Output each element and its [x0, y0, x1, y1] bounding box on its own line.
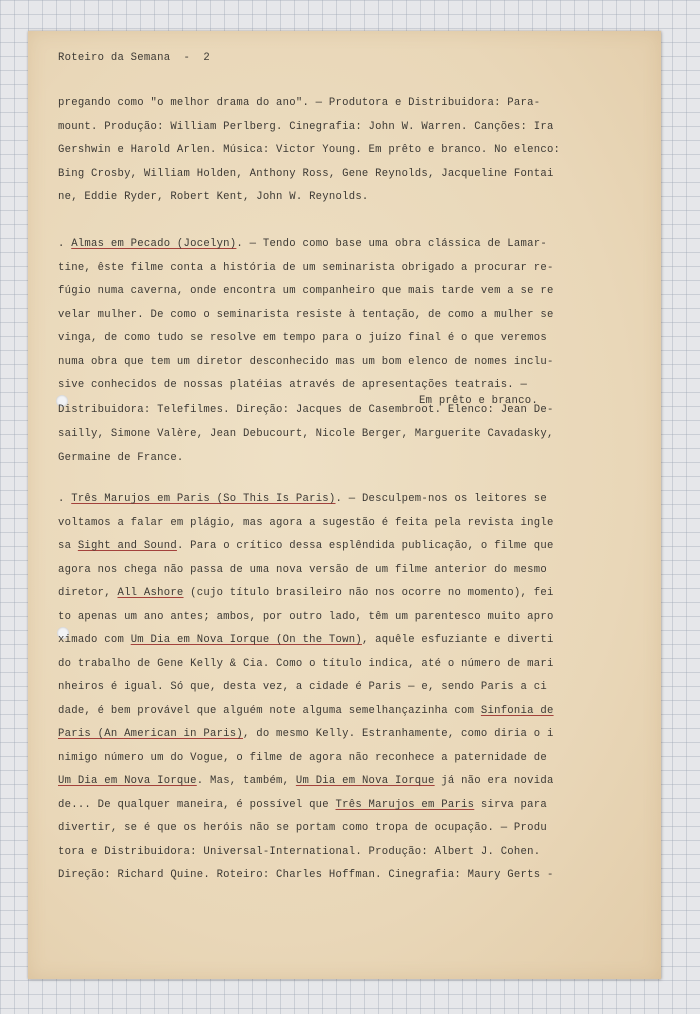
text-line: to apenas um ano antes; ambos, por outro lado, têm um parentesco muito apro: [58, 611, 554, 623]
text-line: sa Sight and Sound. Para o crítico dessa esplêndida publicação, o filme que: [58, 540, 554, 552]
text-line: vinga, de como tudo se resolve em tempo para o juízo final é o que veremos: [58, 332, 547, 344]
text-line: nimigo número um do Vogue, o filme de agora não reconhece a paternidade de: [58, 752, 547, 764]
text-line: voltamos a falar em plágio, mas agora a sugestão é feita pela revista ingle: [58, 517, 554, 529]
film-title: Almas em Pecado (Jocelyn): [71, 238, 237, 250]
text-line: ne, Eddie Ryder, Robert Kent, John W. Reynolds.: [58, 191, 369, 203]
typed-insert-note: Em prêto e branco.: [419, 395, 538, 407]
film-title: Paris (An American in Paris): [58, 728, 244, 740]
text-line: fúgio numa caverna, onde encontra um companheiro que mais tarde vem a se re: [58, 285, 554, 297]
film-title: Sinfonia de: [480, 705, 554, 717]
review-heading-line: . Almas em Pecado (Jocelyn). — Tendo como base uma obra clássica de Lamar-: [58, 238, 547, 250]
text-line: diretor, All Ashore (cujo título brasileiro não nos ocorre no momento), fei: [58, 587, 554, 599]
film-title: Um Dia em Nova Iorque: [295, 775, 435, 787]
review-heading-line: . Três Marujos em Paris (So This Is Paris). — Desculpem-nos os leitores se: [58, 493, 547, 505]
text-line: Bing Crosby, William Holden, Anthony Ross, Gene Reynolds, Jacqueline Fontai: [58, 168, 554, 180]
film-title: Um Dia em Nova Iorque (On the Town): [130, 634, 362, 646]
typewritten-page: [28, 31, 661, 979]
text-line: numa obra que tem um diretor desconhecido mas um bom elenco de nomes inclu-: [58, 356, 554, 368]
text-line: ximado com Um Dia em Nova Iorque (On the Town), aquêle esfuziante e diverti: [58, 634, 554, 646]
text-line: Direção: Richard Quine. Roteiro: Charles Hoffman. Cinegrafia: Maury Gerts -: [58, 869, 554, 881]
film-title: Três Marujos em Paris (So This Is Paris): [71, 493, 336, 505]
text-line: tine, êste filme conta a história de um seminarista obrigado a procurar re-: [58, 262, 554, 274]
text-line: divertir, se é que os heróis não se portam como tropa de ocupação. — Produ: [58, 822, 547, 834]
text-line: pregando como "o melhor drama do ano". — Produtora e Distribuidora: Para-: [58, 97, 541, 109]
text-line: nheiros é igual. Só que, desta vez, a cidade é Paris — e, sendo Paris a ci: [58, 681, 547, 693]
text-line: sailly, Simone Valère, Jean Debucourt, Nicole Berger, Marguerite Cavadasky,: [58, 428, 554, 440]
text-line: mount. Produção: William Perlberg. Cinegrafia: John W. Warren. Canções: Ira: [58, 121, 554, 133]
film-title: All Ashore: [117, 587, 184, 599]
magazine-title: Sight and Sound: [77, 540, 177, 552]
text-line: Germaine de France.: [58, 452, 184, 464]
text-line: sive conhecidos de nossas platéias através de apresentações teatrais. —: [58, 379, 528, 391]
text-line: do trabalho de Gene Kelly & Cia. Como o título indica, até o número de mari: [58, 658, 554, 670]
text-line: Paris (An American in Paris), do mesmo Kelly. Estranhamente, como diria o i: [58, 728, 554, 740]
text-line: dade, é bem provável que alguém note alguma semelhançazinha com Sinfonia de: [58, 705, 554, 717]
text-line: tora e Distribuidora: Universal-International. Produção: Albert J. Cohen.: [58, 846, 541, 858]
page-header: Roteiro da Semana - 2: [58, 52, 210, 64]
text-line: Gershwin e Harold Arlen. Música: Victor Young. Em prêto e branco. No elenco:: [58, 144, 561, 156]
text-line: velar mulher. De como o seminarista resiste à tentação, de como a mulher se: [58, 309, 554, 321]
text-line: agora nos chega não passa de uma nova versão de um filme anterior do mesmo: [58, 564, 547, 576]
text-line: Distribuidora: Telefilmes. Direção: Jacques de Casembroot. Elenco: Jean De-: [58, 404, 554, 416]
text-line: Um Dia em Nova Iorque. Mas, também, Um Dia em Nova Iorque já não era novida: [58, 775, 554, 787]
film-title: Três Marujos em Paris: [335, 799, 475, 811]
text-line: de... De qualquer maneira, é possível que Três Marujos em Paris sirva para: [58, 799, 547, 811]
film-title: Um Dia em Nova Iorque: [58, 775, 197, 787]
